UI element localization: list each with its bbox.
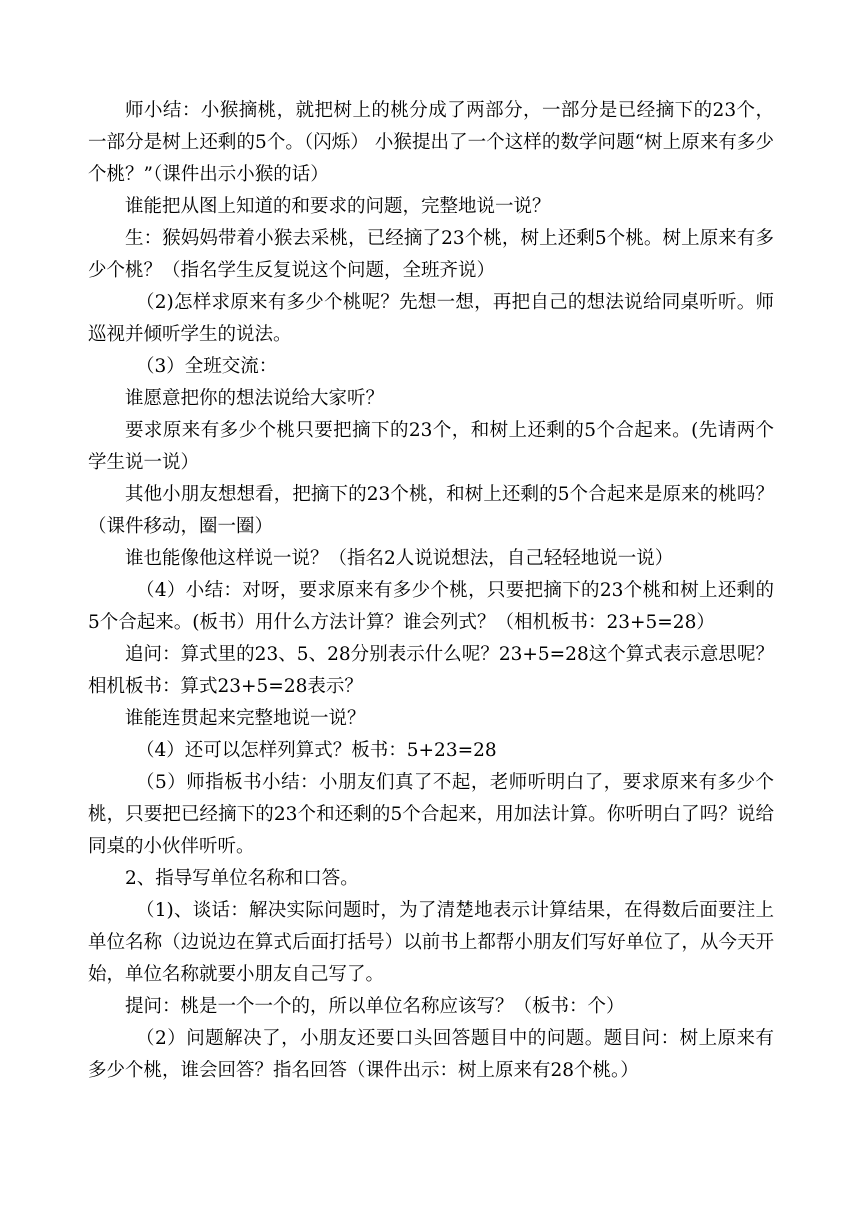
paragraph: 谁能把从图上知道的和要求的问题，完整地说一说？ xyxy=(125,196,551,217)
paragraph: 谁愿意把你的想法说给大家听？ xyxy=(125,388,385,409)
paragraph: （4）还可以怎样列算式？板书：5+23=28 xyxy=(136,740,497,761)
paragraph: 追问：算式里的23、5、28分别表示什么呢？23+5=28这个算式表示意思呢？相机板书：算式23+5=28表示？ xyxy=(88,644,774,697)
paragraph: （1)、谈话：解决实际问题时，为了清楚地表示计算结果，在得数后面要注上单位名称（边说边在算式后面打括号）以前书上都帮小朋友们写好单位了，从今天开始，单位名称就要小朋友自己写了。 xyxy=(88,900,774,985)
paragraph: 要求原来有多少个桃只要把摘下的23个，和树上还剩的5个合起来。(先请两个学生说一说） xyxy=(88,420,774,473)
paragraph: （5）师指板书小结：小朋友们真了不起，老师听明白了，要求原来有多少个桃，只要把已经摘下的23个和还剩的5个合起来，用加法计算。你听明白了吗？说给同桌的小伙伴听听。 xyxy=(88,772,774,857)
paragraph: 谁能连贯起来完整地说一说？ xyxy=(125,708,366,729)
paragraph: （4）小结：对呀，要求原来有多少个桃，只要把摘下的23个桃和树上还剩的5个合起来。(板书）用什么方法计算？谁会列式？（相机板书：23+5=28） xyxy=(88,580,774,633)
paragraph: （2）问题解决了，小朋友还要口头回答题目中的问题。题目问：树上原来有多少个桃，谁会回答？指名回答（课件出示：树上原来有28个桃。） xyxy=(88,1028,774,1081)
paragraph: （2)怎样求原来有多少个桃呢？先想一想，再把自己的想法说给同桌听听。师巡视并倾听学生的说法。 xyxy=(88,292,774,345)
paragraph: 其他小朋友想想看，把摘下的23个桃，和树上还剩的5个合起来是原来的桃吗？（课件移动，圈一圈） xyxy=(88,484,774,537)
paragraph: 谁也能像他这样说一说？（指名2人说说想法，自己轻轻地说一说） xyxy=(125,548,674,569)
section-heading: 2、指导写单位名称和口答。 xyxy=(125,868,359,889)
document-body xyxy=(88,95,774,1087)
paragraph: 师小结：小猴摘桃，就把树上的桃分成了两部分，一部分是已经摘下的23个，一部分是树上还剩的5个。（闪烁） 小猴提出了一个这样的数学问题“树上原来有多少个桃？”（课件出示小猴的话） xyxy=(88,100,774,185)
paragraph: 生：猴妈妈带着小猴去采桃，已经摘了23个桃，树上还剩5个桃。树上原来有多少个桃？（指名学生反复说这个问题，全班齐说） xyxy=(88,228,774,281)
paragraph: 提问：桃是一个一个的，所以单位名称应该写？（板书：个） xyxy=(125,996,625,1017)
paragraph: （3）全班交流： xyxy=(136,356,278,377)
